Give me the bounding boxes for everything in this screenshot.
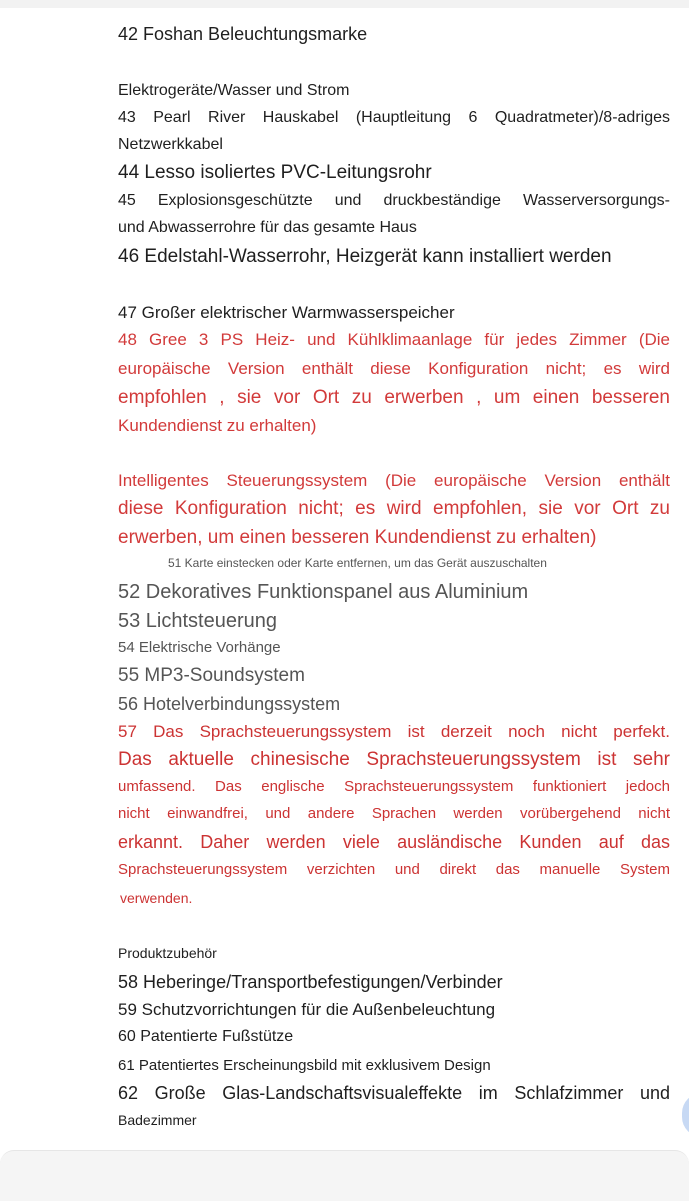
item-60: 60 Patentierte Fußstütze bbox=[118, 1028, 294, 1045]
item-48-line-2: europäische Version enthält diese Konfiguration nicht; es wird bbox=[118, 359, 670, 378]
item-42: 42 Foshan Beleuchtungsmarke bbox=[118, 24, 368, 44]
item-51: 51 Karte einstecken oder Karte entfernen, um das Gerät auszuschalten bbox=[168, 556, 547, 570]
item-58: 58 Heberinge/Transportbefestigungen/Verbinder bbox=[118, 972, 503, 992]
bottom-panel bbox=[0, 1150, 689, 1201]
top-edge-bar bbox=[0, 0, 689, 8]
item-57-line-5: erkannt. Daher werden viele ausländische Kunden auf das bbox=[118, 832, 670, 852]
item-57-line-1: 57 Das Sprachsteuerungssystem ist derzeit noch nicht perfekt. bbox=[118, 722, 670, 741]
item-52: 52 Dekoratives Funktionspanel aus Aluminium bbox=[118, 581, 529, 603]
smart-control-line-3: erwerben, um einen besseren Kundendienst zu erhalten) bbox=[118, 527, 597, 548]
item-57-line-4: nicht einwandfrei, und andere Sprachen werden vorübergehend nicht bbox=[118, 805, 670, 822]
item-46: 46 Edelstahl-Wasserrohr, Heizgerät kann installiert werden bbox=[118, 246, 612, 267]
item-55: 55 MP3-Soundsystem bbox=[118, 665, 305, 686]
item-45-line-2: und Abwasserrohre für das gesamte Haus bbox=[118, 219, 417, 236]
smart-control-line-1: Intelligentes Steuerungssystem (Die europäische Version enthält bbox=[118, 471, 670, 490]
section-heading-accessories: Produktzubehör bbox=[118, 945, 217, 961]
item-48-line-3: empfohlen , sie vor Ort zu erwerben , um einen besseren bbox=[118, 387, 670, 408]
item-62-line-2: Badezimmer bbox=[118, 1112, 197, 1128]
item-44: 44 Lesso isoliertes PVC-Leitungsrohr bbox=[118, 162, 432, 183]
item-48-line-1: 48 Gree 3 PS Heiz- und Kühlklimaanlage für jedes Zimmer (Die bbox=[118, 330, 670, 349]
item-43-line-2: Netzwerkkabel bbox=[118, 136, 223, 153]
smart-control-line-2: diese Konfiguration nicht; es wird empfohlen, sie vor Ort zu bbox=[118, 498, 670, 519]
item-47: 47 Großer elektrischer Warmwasserspeicher bbox=[118, 303, 455, 322]
section-heading-electrical: Elektrogeräte/Wasser und Strom bbox=[118, 82, 350, 99]
item-45-line-1: 45 Explosionsgeschützte und druckbeständige Wasserversorgungs- bbox=[118, 192, 670, 209]
item-57-line-2: Das aktuelle chinesische Sprachsteuerungssystem ist sehr bbox=[118, 749, 670, 770]
item-57-line-7: verwenden. bbox=[120, 890, 193, 906]
item-53: 53 Lichtsteuerung bbox=[118, 610, 278, 632]
item-43-line-1: 43 Pearl River Hauskabel (Hauptleitung 6 Quadratmeter)/8-adriges bbox=[118, 109, 670, 126]
item-54: 54 Elektrische Vorhänge bbox=[118, 639, 281, 656]
item-62-line-1: 62 Große Glas-Landschaftsvisualeffekte im Schlafzimmer und bbox=[118, 1083, 670, 1103]
item-59: 59 Schutzvorrichtungen für die Außenbeleuchtung bbox=[118, 1000, 496, 1019]
floating-side-button[interactable] bbox=[682, 1093, 689, 1137]
item-57-line-6: Sprachsteuerungssystem verzichten und direkt das manuelle System bbox=[118, 861, 670, 878]
item-48-line-4: Kundendienst zu erhalten) bbox=[118, 416, 317, 435]
item-61: 61 Patentiertes Erscheinungsbild mit exklusivem Design bbox=[118, 1057, 491, 1074]
item-57-line-3: umfassend. Das englische Sprachsteuerungssystem funktioniert jedoch bbox=[118, 778, 670, 795]
item-56: 56 Hotelverbindungssystem bbox=[118, 694, 341, 714]
